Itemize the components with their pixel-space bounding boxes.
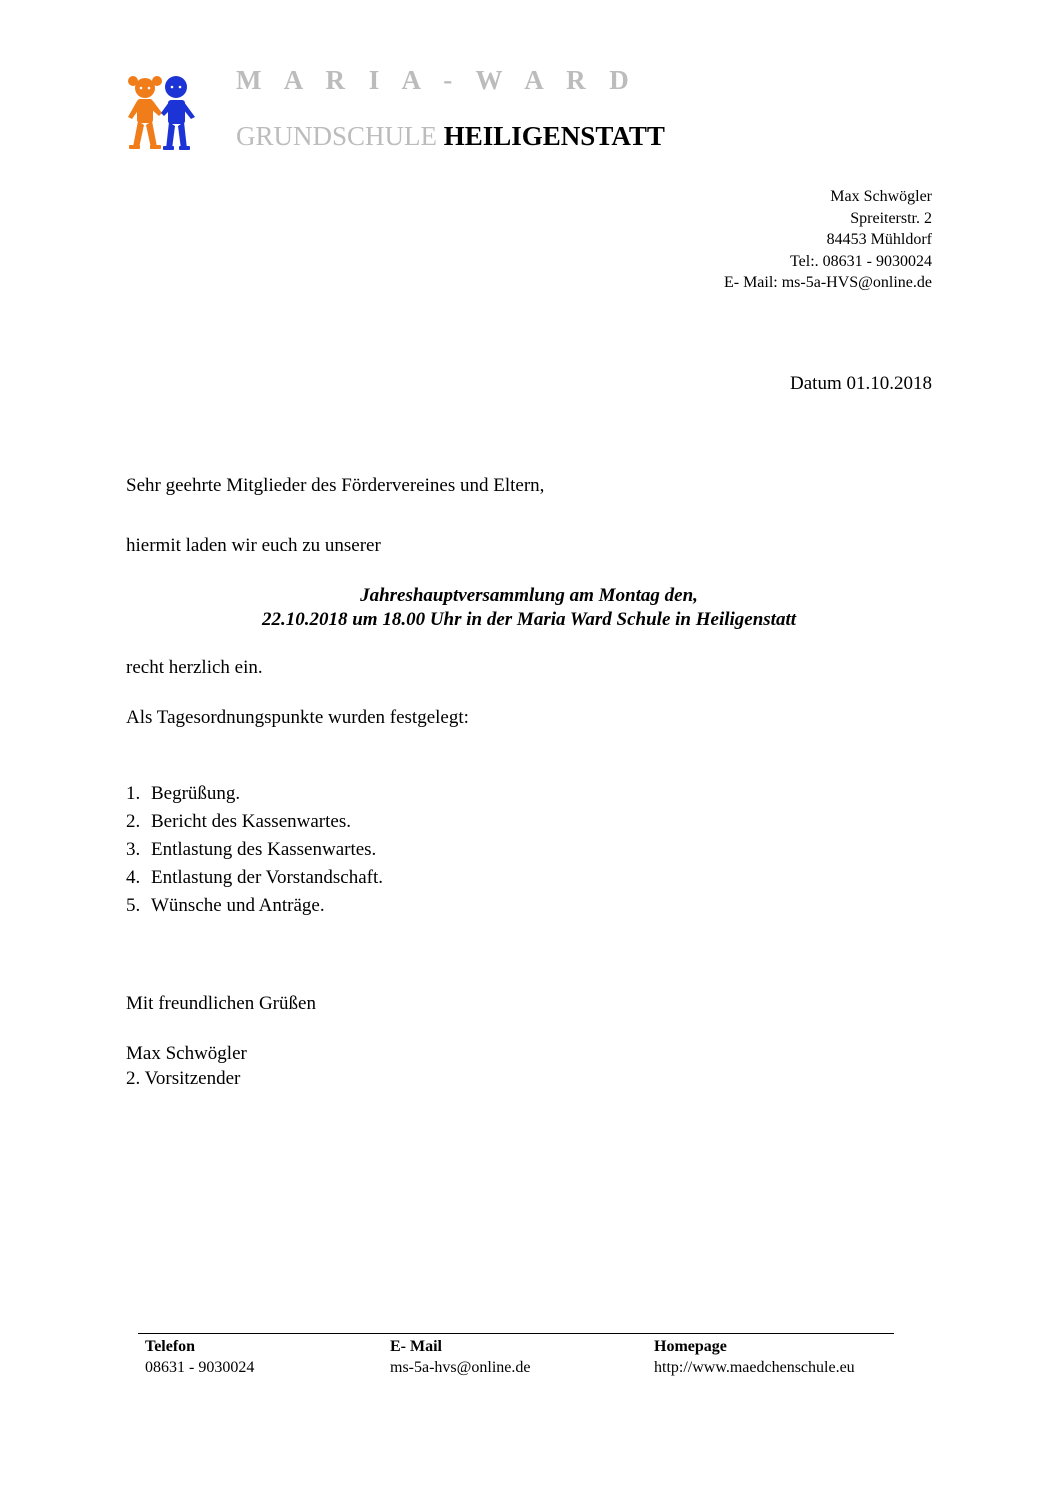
signature-title: 2. Vorsitzender <box>126 1068 241 1089</box>
agenda-list <box>126 780 383 920</box>
invite-close: recht herzlich ein. <box>126 657 263 678</box>
sender-city: 84453 Mühldorf <box>826 231 932 249</box>
agenda-intro: Als Tagesordnungspunkte wurden festgelegt: <box>126 707 469 728</box>
sender-name: Max Schwögler <box>830 188 932 205</box>
footer-homepage-link[interactable]: http://www.maedchenschule.eu <box>654 1359 855 1376</box>
agenda-number: 1. <box>126 783 141 804</box>
school-type-label: GRUNDSCHULE <box>236 121 438 151</box>
agenda-text: Entlastung der Vorstandschaft. <box>151 867 384 888</box>
footer-email <box>390 1336 530 1378</box>
list-item <box>126 864 383 892</box>
meeting-headline <box>126 584 932 632</box>
agenda-number: 3. <box>126 839 141 860</box>
footer-email-label: E- Mail <box>390 1338 442 1355</box>
children-logo-icon <box>128 73 196 153</box>
sender-address <box>724 186 932 294</box>
list-item <box>126 808 383 836</box>
headline-line1: Jahreshauptversammlung am Montag den, <box>360 585 698 606</box>
closing: Mit freundlichen Grüßen <box>126 993 316 1014</box>
footer-homepage <box>654 1336 855 1378</box>
salutation: Sehr geehrte Mitglieder des Fördervereines und Eltern, <box>126 475 545 496</box>
footer-homepage-label: Homepage <box>654 1338 727 1355</box>
sender-street: Spreiterstr. 2 <box>850 209 932 227</box>
list-item <box>126 836 383 864</box>
school-name-line2 <box>236 120 665 152</box>
agenda-text: Wünsche und Anträge. <box>151 895 325 916</box>
agenda-text: Begrüßung. <box>151 783 241 804</box>
sender-phone: Tel:. 08631 - 9030024 <box>790 252 932 270</box>
list-item <box>126 892 383 920</box>
headline-line2: 22.10.2018 um 18.00 Uhr in der Maria Ward Schule in Heiligenstatt <box>261 609 797 630</box>
school-name-line1: M A R I A - W A R D <box>236 65 638 95</box>
sender-email: E- Mail: ms-5a-HVS@online.de <box>723 274 932 292</box>
agenda-number: 5. <box>126 895 141 916</box>
agenda-number: 2. <box>126 811 141 832</box>
footer-email-value[interactable]: ms-5a-hvs@online.de <box>390 1359 531 1376</box>
list-item <box>126 780 383 808</box>
signature-name: Max Schwögler <box>126 1043 247 1064</box>
letter-date: Datum 01.10.2018 <box>790 373 932 394</box>
agenda-text: Entlastung des Kassenwartes. <box>151 839 377 860</box>
footer-phone <box>145 1336 254 1378</box>
school-location-label: HEILIGENSTATT <box>443 121 665 151</box>
footer-divider <box>138 1333 894 1334</box>
footer-phone-label: Telefon <box>145 1338 196 1355</box>
agenda-number: 4. <box>126 867 141 888</box>
intro-text: hiermit laden wir euch zu unserer <box>126 535 381 556</box>
footer-phone-value: 08631 - 9030024 <box>145 1359 255 1376</box>
agenda-text: Bericht des Kassenwartes. <box>151 811 351 832</box>
